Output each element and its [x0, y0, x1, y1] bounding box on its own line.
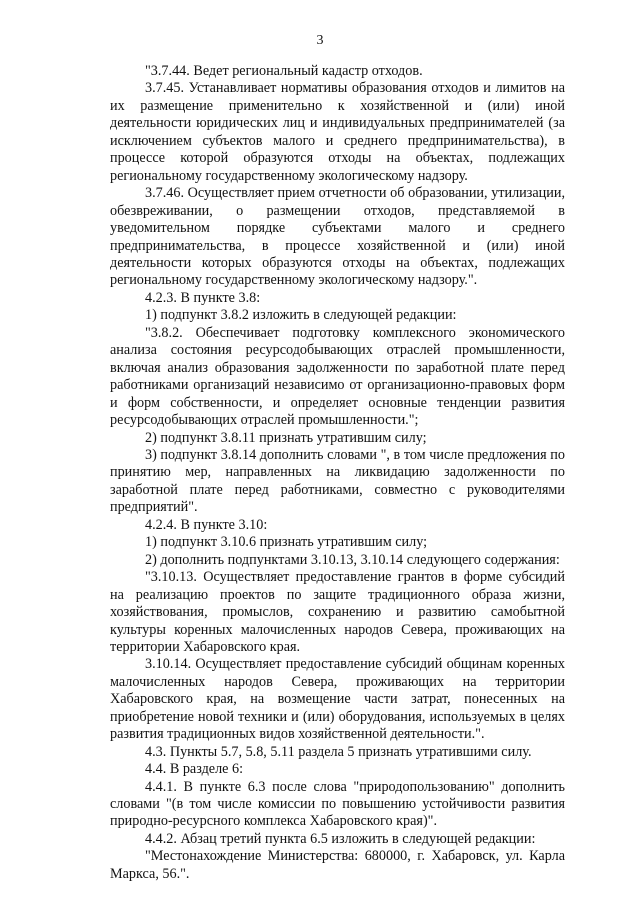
paragraph-4-3: 4.3. Пункты 5.7, 5.8, 5.11 раздела 5 признать утратившими силу. [145, 743, 532, 760]
paragraph-3-8-2: "3.8.2. Обеспечивает подготовку комплексного экономического анализа состояния ресурсодобывающих отраслей промышленности, включая анализ образования задолженности по заработной плате перед работниками организаций независимо от организационно-правовых форм и форм собственности, и определяет основные тенденции развития ресурсодобывающих отраслей промышленности."; [110, 324, 565, 429]
paragraph-4-2-4-item-2: 2) дополнить подпунктами 3.10.13, 3.10.14 следующего содержания: [145, 551, 560, 568]
paragraph-3-7-46: 3.7.46. Осуществляет прием отчетности об образовании, утилизации, обезвреживании, о размещении отходов, представляемой в уведомительном порядке субъектами малого и среднего предпринимательства, в процессе хозяйственной и (или) иной деятельности которых образуются отходы на объектах, подлежащих региональному государственному экологическому надзору.". [110, 185, 565, 289]
paragraph-4-4-2: 4.4.2. Абзац третий пункта 6.5 изложить в следующей редакции: [145, 830, 536, 847]
paragraph-4-4: 4.4. В разделе 6: [145, 761, 244, 778]
paragraph-3-10-13: "3.10.13. Осуществляет предоставление грантов в форме субсидий на реализацию проектов по защите традиционного образа жизни, хозяйствования, промыслов, сохранению и развитию самобытной культуры коренных малочисленных народов Севера, проживающих на территории Хабаровского края. [110, 569, 565, 655]
page-number: 3 [316, 33, 324, 48]
paragraph-3-7-44: "3.7.44. Ведет региональный кадастр отходов. [145, 63, 423, 79]
paragraph-3-10-14: 3.10.14. Осуществляет предоставление субсидий общинам коренных малочисленных народов Севера, проживающих на территории Хабаровского края, на возмещение части затрат, понесенных на приобретение новой техники и (или) оборудования, используемых в целях развития традиционных видов хозяйственной деятельности.". [110, 656, 565, 743]
paragraph-4-2-3-item-1: 1) подпункт 3.8.2 изложить в следующей редакции: [145, 307, 457, 324]
paragraph-4-2-4: 4.2.4. В пункте 3.10: [145, 516, 268, 533]
paragraph-4-4-1: 4.4.1. В пункте 6.3 после слова "природопользованию" дополнить словами "(в том числе комиссии по повышению устойчивости развития природно-ресурсного комплекса Хабаровского края)". [110, 778, 565, 830]
document-body [110, 63, 565, 883]
paragraph-4-2-3-item-2: 2) подпункт 3.8.11 признать утратившим силу; [145, 429, 427, 446]
paragraph-4-2-3-item-3: 3) подпункт 3.8.14 дополнить словами ", в том числе предложения по принятию мер, направленных на ликвидацию задолженности по заработной плате перед работниками, совместно с руководителями предприятий". [110, 446, 565, 516]
paragraph-location: "Местонахождение Министерства: 680000, г. Хабаровск, ул. Карла Маркса, 56.". [110, 848, 565, 882]
paragraph-3-7-45: 3.7.45. Устанавливает нормативы образования отходов и лимитов на их размещение применительно к хозяйственной и (или) иной деятельности юридических лиц и индивидуальных предпринимателей (за исключением субъектов малого и среднего предпринимательства), в процессе которой образуются отходы на объектах, подлежащих региональному государственному экологическому надзору. [110, 80, 565, 184]
paragraph-4-2-3: 4.2.3. В пункте 3.8: [145, 289, 261, 306]
paragraph-4-2-4-item-1: 1) подпункт 3.10.6 признать утратившим силу; [145, 534, 428, 551]
